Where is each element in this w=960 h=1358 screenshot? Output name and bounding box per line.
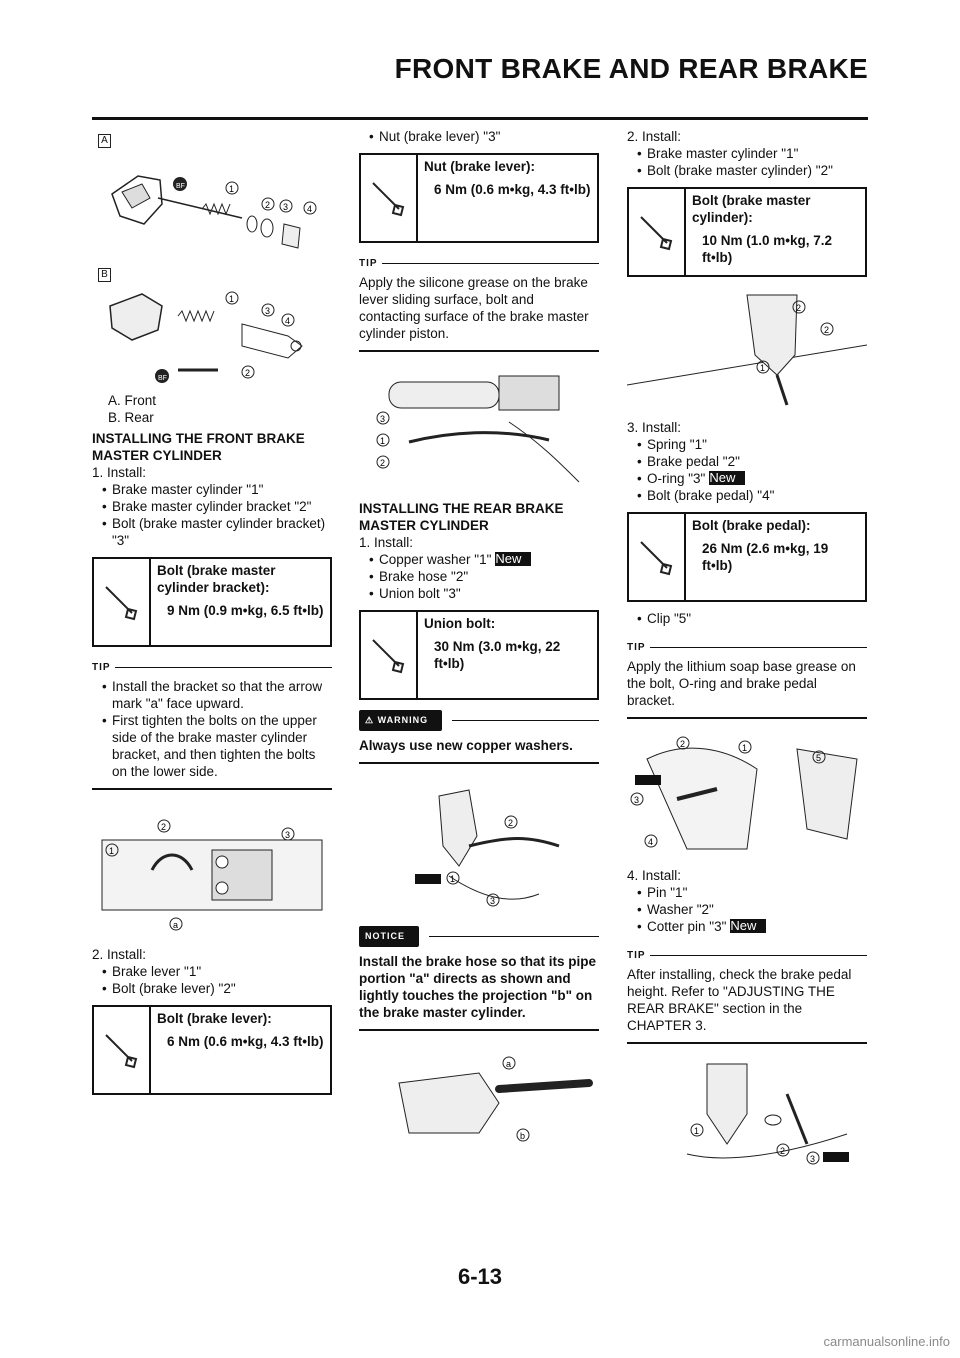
list-item: • Brake master cylinder "1" <box>627 145 867 162</box>
step-1: 1. Install: <box>359 535 414 550</box>
torque-title: Union bolt: <box>424 616 496 631</box>
svg-text:a: a <box>173 920 179 930</box>
figure-front-master-cylinder-parts <box>92 132 332 260</box>
torque-wrench-icon <box>94 1007 151 1093</box>
torque-wrench-icon <box>629 189 686 275</box>
list-item: • Spring "1" <box>627 436 867 453</box>
svg-text:3: 3 <box>265 306 271 316</box>
torque-wrench-icon <box>629 514 686 600</box>
svg-text:3: 3 <box>283 202 289 212</box>
torque-wrench-icon <box>94 559 151 645</box>
figure-rear-master-cylinder-mounted <box>627 285 867 413</box>
list-item: • Bolt (brake master cylinder) "2" <box>627 162 867 179</box>
notice-box <box>359 926 599 1031</box>
svg-text:2: 2 <box>824 325 830 335</box>
svg-text:2: 2 <box>780 1146 786 1156</box>
notice-text: Install the brake hose so that its pipe portion "a" directs as shown and lightly touches the projection "b" on the brake master cylinder. <box>359 954 597 1020</box>
figure-brake-pedal-assembly <box>627 729 867 861</box>
svg-text:2: 2 <box>245 368 251 378</box>
new-badge: New <box>709 471 745 485</box>
warning-text: Always use new copper washers. <box>359 738 573 753</box>
list-item: • Copper washer "1" New <box>359 551 599 568</box>
figure-cotter-pin-install <box>627 1054 867 1186</box>
step-4: 4. Install: <box>627 868 682 883</box>
svg-text:3: 3 <box>490 896 496 906</box>
svg-text:1: 1 <box>229 294 235 304</box>
warning-badge: ⚠ WARNING <box>359 710 442 731</box>
list-item: • Pin "1" <box>627 884 867 901</box>
svg-text:2: 2 <box>380 458 386 468</box>
list-item: • Nut (brake lever) "3" <box>359 128 599 145</box>
figure-brake-lever-installed <box>359 362 599 494</box>
torque-value: 30 Nm (3.0 m•kg, 22 ft•lb) <box>434 639 561 671</box>
svg-text:4: 4 <box>285 316 291 326</box>
notice-badge: NOTICE <box>359 926 419 947</box>
section-heading-rear: INSTALLING THE REAR BRAKE MASTER CYLINDER <box>359 501 564 533</box>
svg-text:3: 3 <box>380 414 386 424</box>
svg-text:3: 3 <box>285 830 291 840</box>
step-3: 3. Install: <box>627 420 682 435</box>
svg-text:4: 4 <box>648 837 654 847</box>
svg-text:a: a <box>506 1059 512 1069</box>
list-item: • Brake pedal "2" <box>627 453 867 470</box>
list-item: • O-ring "3" New <box>627 470 867 487</box>
svg-text:3: 3 <box>810 1154 816 1164</box>
torque-value: 10 Nm (1.0 m•kg, 7.2 ft•lb) <box>702 233 833 265</box>
step-1: 1. Install: <box>92 465 147 480</box>
column-1 <box>92 128 332 1103</box>
torque-title: Bolt (brake pedal): <box>692 518 811 533</box>
torque-value: 6 Nm (0.6 m•kg, 4.3 ft•lb) <box>167 1034 324 1049</box>
legend-rear: B. Rear <box>108 410 154 425</box>
section-heading-front: INSTALLING THE FRONT BRAKE MASTER CYLINDER <box>92 431 305 463</box>
figure-rear-master-cylinder-hose <box>359 776 599 916</box>
svg-text:BF: BF <box>176 183 185 190</box>
torque-spec-box <box>627 187 867 277</box>
svg-text:2: 2 <box>265 200 271 210</box>
tip-label: TIP <box>627 642 646 653</box>
figure-rear-master-cylinder-parts <box>92 266 332 386</box>
torque-title: Nut (brake lever): <box>424 159 536 174</box>
torque-title: Bolt (brake master cylinder bracket): <box>157 563 276 595</box>
tip-item: • First tighten the bolts on the upper side of the brake master cylinder bracket, and then tighten the bolts on the lower side. <box>92 712 332 780</box>
svg-text:1: 1 <box>229 184 235 194</box>
tip-label: TIP <box>627 950 646 961</box>
list-item: • Bolt (brake pedal) "4" <box>627 487 867 504</box>
legend-front: A. Front <box>108 393 157 408</box>
list-item: • Brake master cylinder bracket "2" <box>92 498 332 515</box>
svg-text:2: 2 <box>161 822 167 832</box>
tip-box <box>627 947 867 1044</box>
watermark: carmanualsonline.info <box>823 1334 950 1349</box>
svg-text:1: 1 <box>694 1126 700 1136</box>
svg-text:1: 1 <box>450 874 456 884</box>
list-item: • Clip "5" <box>627 610 867 627</box>
page-title: FRONT BRAKE AND REAR BRAKE <box>394 53 868 84</box>
torque-wrench-icon <box>361 155 418 241</box>
new-badge: New <box>730 919 766 933</box>
svg-text:1: 1 <box>760 363 766 373</box>
tip-label: TIP <box>359 258 378 269</box>
warning-box <box>359 710 599 764</box>
torque-title: Bolt (brake master cylinder): <box>692 193 811 225</box>
figure-label-a: A <box>98 134 111 148</box>
torque-spec-box <box>359 610 599 700</box>
torque-spec-box <box>92 1005 332 1095</box>
list-item: • Cotter pin "3" New <box>627 918 867 935</box>
torque-spec-box <box>627 512 867 602</box>
figure-hose-pipe-position <box>359 1043 599 1163</box>
list-item: • Brake lever "1" <box>92 963 332 980</box>
svg-text:3: 3 <box>634 795 640 805</box>
torque-value: 9 Nm (0.9 m•kg, 6.5 ft•lb) <box>167 603 324 618</box>
step-2: 2. Install: <box>627 129 682 144</box>
svg-text:1: 1 <box>109 846 115 856</box>
list-item: • Bolt (brake lever) "2" <box>92 980 332 997</box>
warning-icon: ⚠ <box>365 715 378 725</box>
list-item: • Bolt (brake master cylinder bracket) "3" <box>92 515 332 549</box>
column-3 <box>627 128 867 1192</box>
list-item: • Union bolt "3" <box>359 585 599 602</box>
tip-box <box>359 255 599 352</box>
title-rule <box>92 117 868 120</box>
torque-wrench-icon <box>361 612 418 698</box>
figure-front-bracket-installed <box>92 800 332 940</box>
svg-text:2: 2 <box>680 739 686 749</box>
tip-item: • Install the bracket so that the arrow mark "a" face upward. <box>92 678 332 712</box>
svg-text:2: 2 <box>508 818 514 828</box>
tip-box <box>92 659 332 790</box>
svg-text:1: 1 <box>380 436 386 446</box>
svg-text:4: 4 <box>307 204 313 214</box>
tip-label: TIP <box>92 662 111 673</box>
tip-box <box>627 639 867 719</box>
svg-text:b: b <box>520 1131 526 1141</box>
torque-title: Bolt (brake lever): <box>157 1011 272 1026</box>
new-badge: New <box>495 552 531 566</box>
torque-value: 26 Nm (2.6 m•kg, 19 ft•lb) <box>702 541 829 573</box>
tip-text: Apply the silicone grease on the brake lever sliding surface, bolt and contacting surface of the brake master cylinder piston. <box>359 275 589 341</box>
svg-text:1: 1 <box>742 743 748 753</box>
torque-spec-box <box>92 557 332 647</box>
svg-text:2: 2 <box>796 303 802 313</box>
tip-text: Apply the lithium soap base grease on the bolt, O-ring and brake pedal bracket. <box>627 659 856 708</box>
step-2: 2. Install: <box>92 947 147 962</box>
list-item: • Brake master cylinder "1" <box>92 481 332 498</box>
list-item: • Brake hose "2" <box>359 568 599 585</box>
torque-spec-box <box>359 153 599 243</box>
torque-value: 6 Nm (0.6 m•kg, 4.3 ft•lb) <box>434 182 591 197</box>
svg-text:5: 5 <box>816 753 822 763</box>
page-number: 6-13 <box>457 1264 503 1289</box>
tip-text: After installing, check the brake pedal height. Refer to "ADJUSTING THE REAR BRAKE" section in the CHAPTER 3. <box>627 967 852 1033</box>
list-item: • Washer "2" <box>627 901 867 918</box>
svg-text:BF: BF <box>158 375 167 382</box>
column-2 <box>359 128 599 1169</box>
figure-label-b: B <box>98 268 111 282</box>
